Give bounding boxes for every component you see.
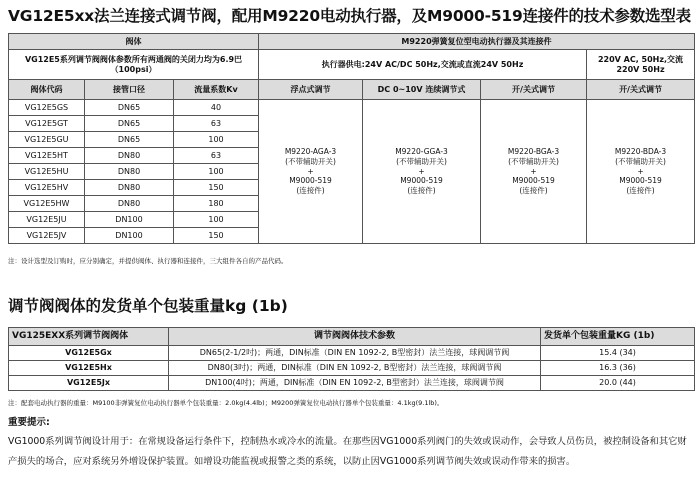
actuator-onoff-220-cell xyxy=(587,100,695,244)
kv-value: 40 xyxy=(174,100,259,116)
selection-note: 注：设计选型及订购时，应分别确定，并提供阀体、执行器和连接件，三大组件各自的产品代码。 xyxy=(8,257,288,265)
port-size: DN80 xyxy=(85,180,174,196)
kv-value: 100 xyxy=(174,212,259,228)
col-onoff: 开/关式调节 xyxy=(481,80,587,100)
port-size: DN80 xyxy=(85,148,174,164)
valve-code: VG12E5GU xyxy=(9,132,85,148)
series-code: VG12E5Jx xyxy=(9,376,169,391)
plus-sign: + xyxy=(530,166,537,176)
table-row xyxy=(9,361,695,376)
col-params: 调节阀阀体技术参数 xyxy=(169,328,541,346)
valve-params: DN65(2-1/2吋)；两通，DIN标准（DIN EN 1092-2, B型密封）法兰连接，球阀调节阀 xyxy=(169,346,541,361)
plus-sign: + xyxy=(307,166,314,176)
actuator-onoff-cell xyxy=(481,100,587,244)
col-code: 阀体代码 xyxy=(9,80,85,100)
plus-sign: + xyxy=(418,166,425,176)
aux-switch-note: (不带辅助开关) xyxy=(285,156,336,166)
kv-value: 63 xyxy=(174,116,259,132)
important-hint-text: VG1000系列调节阀设计用于：在常规设备运行条件下，控制热水或冷水的流量。在那些因VG1000系列阀门的失效或误动作，会导致人员伤员，被控制设备和其它财产损失的场合，应对系统另外增设保护装置。如增设功能监视或报警之类的系统，以防止因VG1000系列调节阀失效或误动作带来的损害。 xyxy=(8,436,687,467)
kv-value: 150 xyxy=(174,180,259,196)
series-code: VG12E5Gx xyxy=(9,346,169,361)
actuator-dc-cell xyxy=(363,100,481,244)
kv-value: 100 xyxy=(174,164,259,180)
page-title: VG12E5xx法兰连接式调节阀，配用M9220电动执行器，及M9000-519连接件的技术参数选型表 xyxy=(8,7,691,25)
actuator-model: M9220-BDA-3 xyxy=(614,147,667,157)
kv-value: 100 xyxy=(174,132,259,148)
valve-code: VG12E5GS xyxy=(9,100,85,116)
kv-value: 150 xyxy=(174,228,259,244)
col-weight: 发货单个包装重量KG (1b) xyxy=(541,328,695,346)
port-size: DN65 xyxy=(85,116,174,132)
aux-switch-note: (不带辅助开关) xyxy=(396,156,447,166)
table-row xyxy=(9,100,695,116)
aux-switch-note: (不带辅助开关) xyxy=(508,156,559,166)
linkage-label: (连接件) xyxy=(296,186,325,196)
port-size: DN80 xyxy=(85,164,174,180)
valve-note: VG12E5系列调节阀阀体参数所有两通阀的关闭力均为6.9巴（100psi） xyxy=(9,50,259,80)
section-title-weights: 调节阀阀体的发货单个包装重量kg (1b) xyxy=(8,297,288,315)
actuator-header: M9220弹簧复位型电动执行器及其连接件 xyxy=(259,34,695,50)
port-size: DN80 xyxy=(85,196,174,212)
valve-code: VG12E5HU xyxy=(9,164,85,180)
valve-params: DN80(3吋)；两通，DIN标准（DIN EN 1092-2, B型密封）法兰连接，球阀调节阀 xyxy=(169,361,541,376)
linkage-model: M9000-519 xyxy=(512,176,555,186)
linkage-model: M9000-519 xyxy=(400,176,443,186)
valve-code: VG12E5JU xyxy=(9,212,85,228)
package-weight: 16.3 (36) xyxy=(541,361,695,376)
port-size: DN65 xyxy=(85,100,174,116)
linkage-model: M9000-519 xyxy=(619,176,662,186)
valve-code: VG12E5HT xyxy=(9,148,85,164)
selection-table xyxy=(8,33,695,244)
valve-code: VG12E5JV xyxy=(9,228,85,244)
table-row xyxy=(9,346,695,361)
kv-value: 180 xyxy=(174,196,259,212)
actuator-model: M9220-BGA-3 xyxy=(507,147,560,157)
port-size: DN65 xyxy=(85,132,174,148)
kv-value: 63 xyxy=(174,148,259,164)
aux-switch-note: (不带辅助开关) xyxy=(615,156,666,166)
power-note: 执行器供电:24V AC/DC 50Hz,交流或直流24V 50Hz xyxy=(259,50,587,80)
weight-note: 注：配套电动执行器的重量：M9100非弹簧复位电动执行器单个包装重量：2.0kg(4.4lb)；M9200弹簧复位电动执行器单个包装重量：4.1kg(9.1lb)。 xyxy=(8,399,444,407)
valve-code: VG12E5HW xyxy=(9,196,85,212)
port-size: DN100 xyxy=(85,212,174,228)
actuator-float-cell xyxy=(259,100,363,244)
col-series: VG125EXX系列调节阀阀体 xyxy=(9,328,169,346)
important-hint-label: 重要提示: xyxy=(8,417,50,428)
valve-code: VG12E5HV xyxy=(9,180,85,196)
weight-table xyxy=(8,327,695,391)
power-note-220: 220V AC, 50Hz,交流220V 50Hz xyxy=(587,50,695,80)
col-onoff-220: 开/关式调节 xyxy=(587,80,695,100)
actuator-model: M9220-AGA-3 xyxy=(284,147,337,157)
linkage-label: (连接件) xyxy=(407,186,436,196)
valve-params: DN100(4吋)；两通，DIN标准（DIN EN 1092-2, B型密封）法兰连接，球阀调节阀 xyxy=(169,376,541,391)
package-weight: 20.0 (44) xyxy=(541,376,695,391)
package-weight: 15.4 (34) xyxy=(541,346,695,361)
linkage-label: (连接件) xyxy=(519,186,548,196)
col-kv: 流量系数Kv xyxy=(174,80,259,100)
series-code: VG12E5Hx xyxy=(9,361,169,376)
port-size: DN100 xyxy=(85,228,174,244)
table-row xyxy=(9,376,695,391)
col-dc: DC 0~10V 连续调节式 xyxy=(363,80,481,100)
valve-header: 阀体 xyxy=(9,34,259,50)
plus-sign: + xyxy=(637,166,644,176)
col-port: 接管口径 xyxy=(85,80,174,100)
linkage-label: (连接件) xyxy=(626,186,655,196)
linkage-model: M9000-519 xyxy=(289,176,332,186)
col-float: 浮点式调节 xyxy=(259,80,363,100)
valve-code: VG12E5GT xyxy=(9,116,85,132)
actuator-model: M9220-GGA-3 xyxy=(395,147,448,157)
